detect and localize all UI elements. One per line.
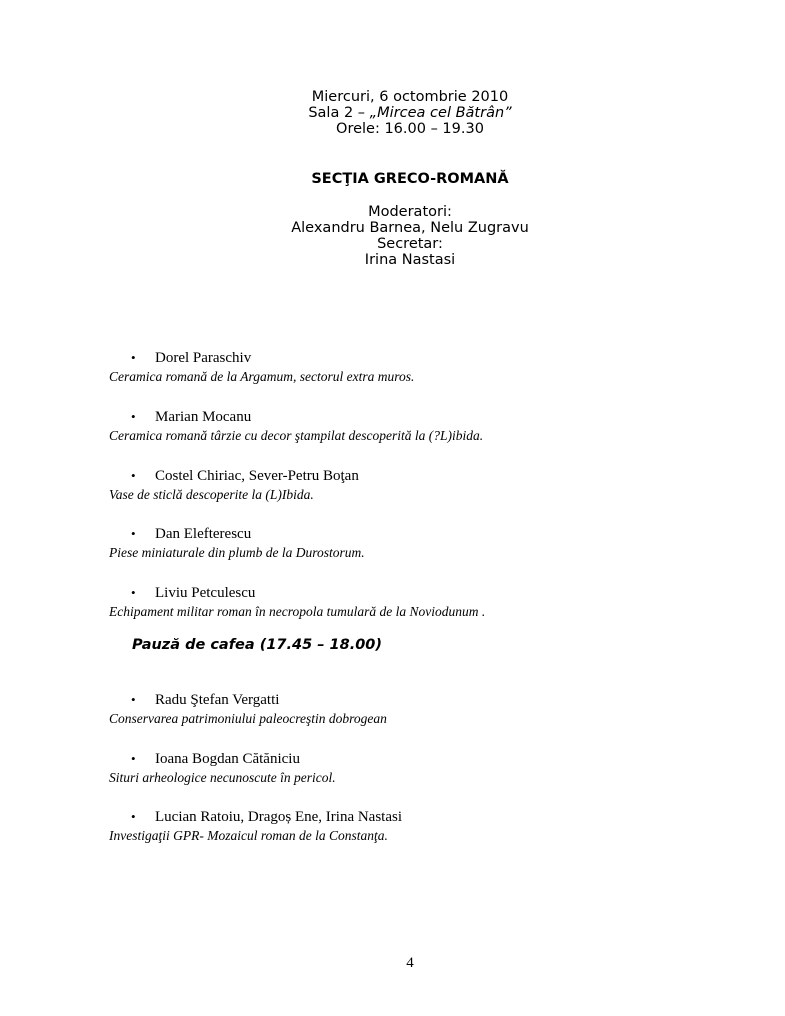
room-prefix: Sala 2 –: [308, 105, 370, 121]
bullet-icon: •: [131, 526, 136, 541]
session-hours: Orele: 16.00 – 19.30: [336, 121, 484, 137]
bullet-icon: •: [131, 751, 136, 766]
talk-item: [0, 750, 785, 785]
bullet-icon: •: [131, 585, 136, 600]
section-officers: [0, 204, 785, 268]
coffee-break-heading: Pauză de cafea (17.45 – 18.00): [132, 637, 383, 653]
section-title: SECŢIA GRECO-ROMANĂ: [311, 171, 509, 187]
talk-item: [0, 584, 785, 619]
talk-item: [0, 525, 785, 560]
session-date: Miercuri, 6 octombrie 2010: [311, 89, 509, 105]
talk-item: [0, 808, 785, 843]
talk-item: [0, 691, 785, 726]
talk-title: Ceramica romană de la Argamum, sectorul extra muros.: [109, 369, 415, 384]
talk-title: Piese miniaturale din plumb de la Durostorum.: [109, 545, 365, 560]
talk-title: Vase de sticlă descoperite la (L)Ibida.: [109, 487, 314, 502]
bullet-icon: •: [131, 692, 136, 707]
talk-title: Conservarea patrimoniului paleocreştin dobrogean: [109, 711, 387, 726]
bullet-icon: •: [131, 350, 136, 365]
bullet-icon: •: [131, 409, 136, 424]
secretary-label: Secretar:: [377, 236, 443, 252]
session-room: [0, 105, 785, 121]
talk-author: Liviu Petculescu: [155, 585, 256, 601]
talk-author: Marian Mocanu: [155, 409, 252, 425]
talk-item: [0, 349, 785, 384]
bullet-icon: •: [131, 809, 136, 824]
moderators-label: Moderatori:: [368, 204, 452, 220]
bullet-icon: •: [131, 468, 136, 483]
talk-item: [0, 467, 785, 502]
talk-author: Costel Chiriac, Sever-Petru Boţan: [155, 468, 359, 484]
secretary-name: Irina Nastasi: [364, 252, 456, 268]
talk-title: Echipament militar roman în necropola tumulară de la Noviodunum .: [109, 604, 486, 619]
talk-author: Dan Elefterescu: [155, 526, 252, 542]
room-name: „Mircea cel Bătrân”: [369, 105, 512, 121]
page-number: 4: [406, 955, 414, 971]
talk-author: Ioana Bogdan Cătăniciu: [155, 751, 300, 767]
talk-author: Radu Ştefan Vergatti: [155, 692, 280, 708]
talk-title: Investigaţii GPR- Mozaicul roman de la Constanţa.: [109, 828, 388, 843]
talk-author: Dorel Paraschiv: [155, 350, 252, 366]
session-header: [0, 89, 785, 137]
talk-author: Lucian Ratoiu, Dragoș Ene, Irina Nastasi: [155, 809, 403, 825]
moderators-names: Alexandru Barnea, Nelu Zugravu: [291, 220, 529, 236]
talk-item: [0, 408, 785, 443]
talk-title: Ceramica romană târzie cu decor ştampilat descoperită la (?L)ibida.: [109, 428, 484, 443]
talk-title: Situri arheologice necunoscute în pericol.: [109, 770, 336, 785]
